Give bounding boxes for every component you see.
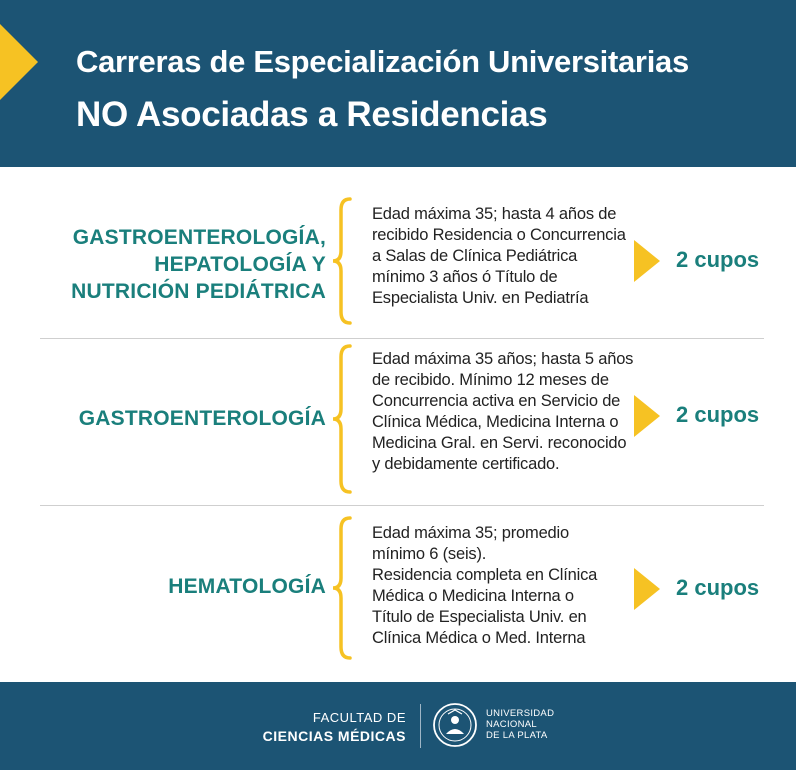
row-divider — [40, 338, 764, 339]
arrow-right-icon — [634, 240, 660, 282]
career-requirements: Edad máxima 35; hasta 4 años de recibido Residencia o Concurrencia a Salas de Clínica Pediátrica mínimo 3 años ó Título de Especialista Univ. en Pediatría — [372, 205, 626, 307]
header-banner — [0, 0, 796, 167]
brace-icon — [330, 343, 354, 495]
career-name: HEMATOLOGÍA — [168, 575, 326, 598]
cupos-label: 2 cupos — [676, 575, 760, 600]
faculty-name-line-1: FACULTAD DE — [312, 710, 406, 725]
cupos-label: 2 cupos — [676, 247, 760, 272]
career-name: GASTROENTEROLOGÍA, HEPATOLOGÍA Y NUTRICIÓN PEDIÁTRICA — [71, 226, 326, 303]
university-name: UNIVERSIDAD NACIONAL DE LA PLATA — [486, 708, 555, 741]
career-requirements: Edad máxima 35; promedio mínimo 6 (seis). Residencia completa en Clínica Médica o Medicina Interna o Título de Especialista Univ. en Clínica Médica o Med. Interna — [372, 524, 598, 647]
university-seal-icon — [432, 702, 478, 748]
footer-bar — [0, 682, 796, 770]
arrow-right-icon — [634, 395, 660, 437]
row-divider — [40, 505, 764, 506]
faculty-name-line-2: CIENCIAS MÉDICAS — [262, 728, 406, 744]
triangle-accent-icon — [0, 24, 38, 100]
title-line-1: Carreras de Especialización Universitarias — [76, 44, 689, 79]
career-row-1 — [0, 196, 796, 326]
career-name: GASTROENTEROLOGÍA — [78, 407, 326, 430]
title-line-2: NO Asociadas a Residencias — [76, 95, 548, 134]
career-requirements: Edad máxima 35 años; hasta 5 años de recibido. Mínimo 12 meses de Concurrencia activa en Servicio de Clínica Médica, Medicina Interna o Medicina Gral. en Servi. reconocido y debidamente certificado. — [372, 350, 634, 473]
arrow-right-icon — [634, 568, 660, 610]
career-row-2 — [0, 343, 796, 495]
cupos-label: 2 cupos — [676, 402, 760, 427]
career-row-3 — [0, 515, 796, 661]
footer-divider — [420, 704, 421, 748]
brace-icon — [330, 196, 354, 326]
brace-icon — [330, 515, 354, 661]
